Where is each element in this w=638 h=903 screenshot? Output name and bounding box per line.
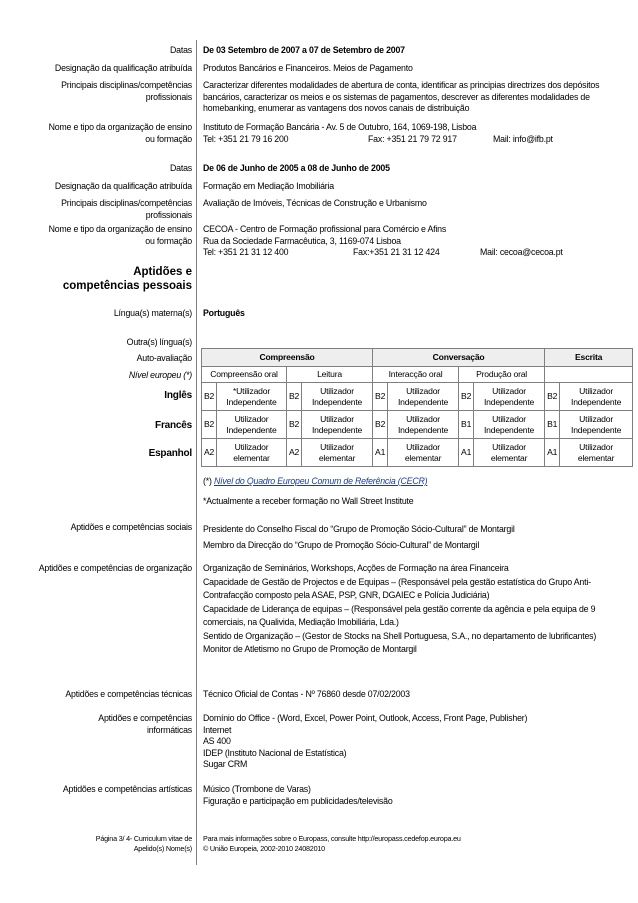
computer-skill-line: AS 400: [203, 736, 231, 747]
level-code: B2: [202, 383, 217, 411]
subheader-production: Produção oral: [459, 367, 545, 383]
level-code: B2: [373, 411, 388, 439]
edu2-organisation-address: Rua da Sociedade Farmacêutica, 3, 1169-074 Lisboa: [203, 235, 401, 246]
column-divider: [196, 40, 197, 865]
level-code: A1: [545, 439, 560, 467]
edu1-contacts: [203, 134, 633, 146]
edu1-fax: Fax: +351 21 79 72 917: [368, 133, 457, 144]
computer-skills-value: [203, 713, 633, 771]
subheader-listening: Compreensão oral: [202, 367, 287, 383]
level-description: Utilizador Independente: [388, 411, 459, 439]
level-code: A2: [202, 439, 217, 467]
subheader-reading: Leitura: [287, 367, 373, 383]
language-skills-table: [201, 348, 633, 467]
level-description: Utilizador Independente: [302, 411, 373, 439]
header-writing: Escrita: [545, 349, 633, 367]
edu1-subjects-label: Principais disciplinas/competências profissionais: [61, 80, 192, 102]
organisational-skills-label: Aptidões e competências de organização: [38, 563, 192, 573]
table-row-english: [202, 383, 633, 411]
other-languages-label: Outra(s) língua(s): [126, 337, 192, 347]
level-description: Utilizador elementar: [474, 439, 545, 467]
edu2-tel: Tel: +351 21 31 12 400: [203, 247, 289, 258]
level-description: Utilizador elementar: [388, 439, 459, 467]
level-code: B2: [373, 383, 388, 411]
edu2-subjects-value: Avaliação de Imóveis, Técnicas de Construção e Urbanismo: [203, 198, 427, 208]
level-code: A1: [459, 439, 474, 467]
level-description: Utilizador Independente: [560, 383, 633, 411]
level-code: B2: [287, 411, 302, 439]
computer-skill-line: Domínio do Office - (Word, Excel, Power Point, Outlook, Access, Front Page, Publisher): [203, 713, 528, 723]
edu2-organisation-label: Nome e tipo da organização de ensino ou formação: [48, 224, 192, 246]
organisational-skills-value: [203, 562, 623, 657]
edu2-organisation-value: [203, 224, 633, 259]
cecr-link[interactable]: Nível do Quadro Europeu Comum de Referência (CECR): [213, 476, 428, 486]
edu2-subjects-label: Principais disciplinas/competências profissionais: [61, 198, 192, 220]
edu1-dates-value: De 03 Setembro de 2007 a 07 de Setembro de 2007: [203, 45, 405, 55]
edu1-subjects-value: Caracterizar diferentes modalidades de abertura de conta, identificar as principias directrizes dos depósitos bancários, caracterizar os meios e os sistemas de pagamentos, descrever as diferentes modalidades de homebanking, enumerar as vantagens dos novos canais de distribuição: [203, 80, 600, 114]
artistic-skill-line: Figuração e participação em publicidades/televisão: [203, 795, 393, 806]
edu1-organisation-value: [203, 122, 633, 145]
mother-tongue-label: Língua(s) materna(s): [113, 308, 192, 318]
edu1-organisation-address: Instituto de Formação Bancária - Av. 5 de Outubro, 164, 1069-198, Lisboa: [203, 122, 477, 132]
level-code: B2: [202, 411, 217, 439]
level-code: A1: [373, 439, 388, 467]
footer-europass-info: Para mais informações sobre o Europass, consulte http://europass.cedefop.europa.eu: [203, 834, 461, 843]
section-heading-personal-skills: Aptidões e competências pessoais: [62, 266, 192, 292]
edu1-qualification-label: Designação da qualificação atribuída: [54, 63, 192, 73]
edu1-mail: Mail: info@ifb.pt: [493, 133, 553, 144]
cecr-prefix: (*): [203, 476, 212, 486]
level-code: B2: [459, 383, 474, 411]
computer-skills-label: Aptidões e competências informáticas: [98, 713, 192, 735]
organisational-skill-line: Organização de Seminários, Workshops, Acções de Formação na área Financeira: [203, 563, 509, 573]
social-skills-label: Aptidões e competências sociais: [70, 522, 192, 532]
self-assessment-label: Auto-avaliação: [136, 353, 192, 363]
level-code: B2: [287, 383, 302, 411]
wall-street-note: *Actualmente a receber formação no Wall Street Institute: [203, 496, 414, 506]
subheader-interaction: Interacção oral: [373, 367, 459, 383]
footer-left: [20, 834, 192, 853]
organisational-skill-line: Monitor de Atletismo no Grupo de Promoção de Montargil: [203, 644, 417, 654]
level-description: Utilizador Independente: [560, 411, 633, 439]
organisational-skill-line: Capacidade de Gestão de Projectos e de Equipas – (Responsável pela gestão estatística do Grupo Anti- Contrafacção composto pela ASAE, PSP, GNR, DGAIEC e Polícia Judiciária): [203, 576, 591, 600]
technical-skills-label: Aptidões e competências técnicas: [65, 689, 192, 699]
artistic-skill-line: Músico (Trombone de Varas): [203, 784, 311, 794]
artistic-skills-label: Aptidões e competências artísticas: [62, 784, 192, 794]
level-description: Utilizador elementar: [217, 439, 287, 467]
header-comprehension: Compreensão: [202, 349, 373, 367]
social-skills-value: [203, 522, 633, 553]
edu1-tel: Tel: +351 21 79 16 200: [203, 133, 289, 144]
level-description: Utilizador Independente: [302, 383, 373, 411]
level-description: Utilizador Independente: [217, 411, 287, 439]
edu2-dates-value: De 06 de Junho de 2005 a 08 de Junho de 2005: [203, 163, 390, 173]
level-code: B1: [459, 411, 474, 439]
organisational-skill-line: Sentido de Organização – (Gestor de Stocks na Shell Portuguesa, S.A., no departamento de lubrificantes): [203, 630, 597, 641]
level-description: Utilizador elementar: [560, 439, 633, 467]
level-description: Utilizador elementar: [302, 439, 373, 467]
subheader-writing-empty: [545, 367, 633, 383]
cecr-note: [203, 476, 633, 488]
edu2-contacts: [203, 247, 633, 259]
mother-tongue-value: Português: [203, 308, 245, 318]
edu2-dates-label: Datas: [170, 163, 192, 173]
footer-copyright: © União Europeia, 2002-2010 24082010: [203, 843, 325, 853]
edu1-dates-label: Datas: [170, 45, 192, 55]
table-row-spanish: [202, 439, 633, 467]
edu2-mail: Mail: cecoa@cecoa.pt: [480, 247, 563, 258]
level-description: *Utilizador Independente: [217, 383, 287, 411]
european-level-label: Nível europeu (*): [128, 370, 192, 380]
table-subheader-row: [202, 367, 633, 383]
level-code: A2: [287, 439, 302, 467]
level-code: B1: [545, 411, 560, 439]
edu2-qualification-value: Formação em Mediação Imobiliária: [203, 181, 334, 191]
level-code: B2: [545, 383, 560, 411]
computer-skill-line: Sugar CRM: [203, 759, 248, 770]
table-row-french: [202, 411, 633, 439]
computer-skill-line: IDEP (Instituto Nacional de Estatística): [203, 747, 347, 758]
edu1-organisation-label: Nome e tipo da organização de ensino ou formação: [48, 122, 192, 144]
level-description: Utilizador Independente: [388, 383, 459, 411]
level-description: Utilizador Independente: [474, 383, 545, 411]
footer-right: [203, 834, 633, 853]
footer-name: Apelido(s) Nome(s): [133, 843, 192, 853]
artistic-skills-value: [203, 784, 633, 807]
table-header-row: [202, 349, 633, 367]
footer-page-info: Página 3/ 4- Curriculum vitae de: [95, 834, 192, 843]
language-name-english: Inglês: [164, 390, 192, 401]
edu1-qualification-value: Produtos Bancários e Financeiros. Meios de Pagamento: [203, 63, 413, 73]
edu2-organisation-name: CECOA - Centro de Formação profissional para Comércio e Afins: [203, 224, 447, 234]
edu2-qualification-label: Designação da qualificação atribuída: [54, 181, 192, 191]
organisational-skill-line: Capacidade de Liderança de equipas – (Responsável pela gestão corrente da agência e pela equipa de 9 comerciais, na Qualivida, Mediação Imobiliária, Lda.): [203, 603, 596, 627]
language-name-spanish: Espanhol: [148, 448, 192, 459]
social-skill-line: Presidente do Conselho Fiscal do “Grupo de Promoção Sócio-Cultural” de Montargil: [203, 524, 515, 534]
technical-skills-value: Técnico Oficial de Contas - Nº 76860 desde 07/02/2003: [203, 689, 410, 699]
level-description: Utilizador Independente: [474, 411, 545, 439]
language-name-french: Francês: [155, 420, 192, 431]
computer-skill-line: Internet: [203, 724, 232, 735]
edu2-fax: Fax:+351 21 31 12 424: [353, 247, 440, 258]
header-speaking: Conversação: [373, 349, 545, 367]
social-skill-line: Membro da Direcção do “Grupo de Promoção Sócio-Cultural” de Montargil: [203, 539, 480, 550]
